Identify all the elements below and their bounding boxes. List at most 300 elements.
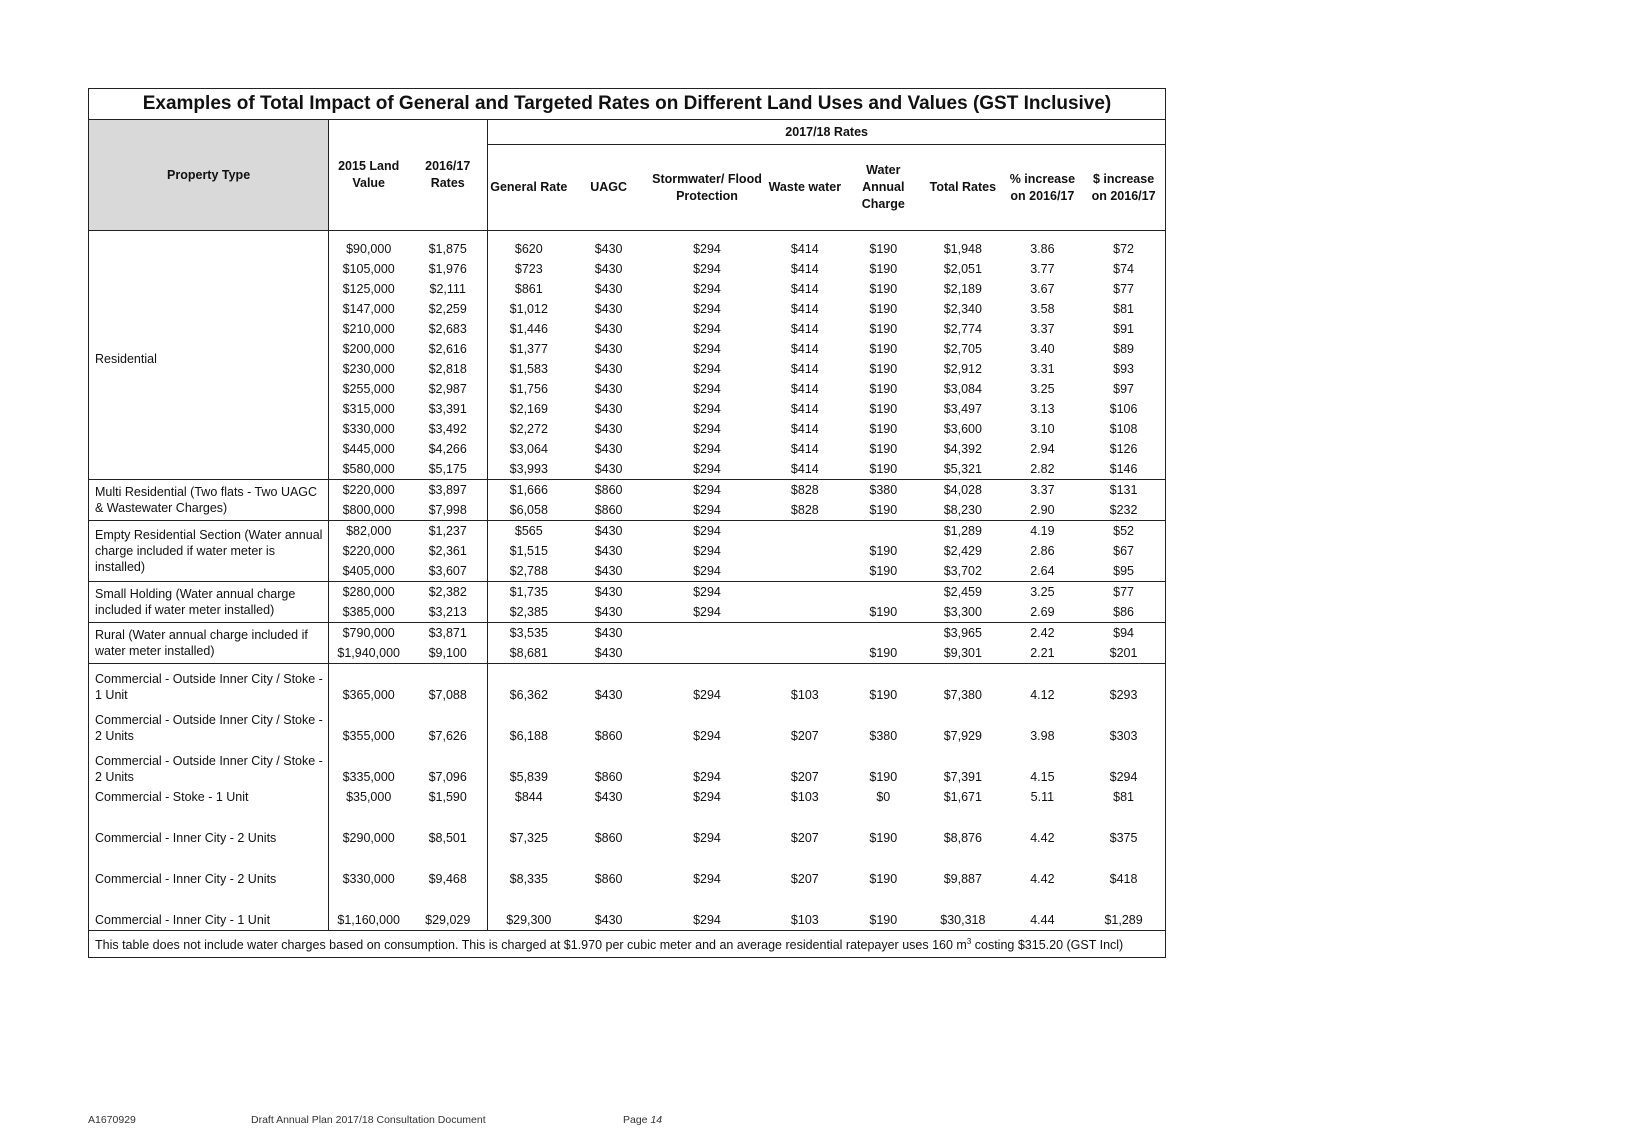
value-cell: $8,230 — [943, 503, 982, 517]
value-cell: $294 — [693, 442, 721, 456]
table-row — [89, 807, 1165, 848]
value-cell: $1,583 — [509, 362, 548, 376]
value-cell: $1,289 — [1104, 912, 1143, 927]
value-cell: $190 — [869, 503, 898, 517]
value-cell: $414 — [790, 362, 819, 376]
value-cell: $293 — [1082, 664, 1165, 705]
value-cell: $3,064 — [509, 442, 548, 456]
value-cell: $1,289 — [923, 521, 1003, 542]
value-cell: $2,382 — [408, 582, 488, 603]
value-cell: $77 — [1082, 582, 1165, 603]
footer-page-label: Page — [623, 1114, 648, 1126]
value-cell: $7,325 — [509, 830, 548, 845]
value-cell: $294 — [648, 582, 766, 603]
value-cell: $201 — [1109, 646, 1138, 660]
value-cell: $7,391 — [943, 769, 982, 784]
value-cell: $9,301 — [943, 646, 982, 660]
property-type-cell: Commercial - Inner City - 2 Units — [89, 848, 329, 889]
value-cell: $828 — [766, 480, 843, 501]
table-row — [89, 623, 1165, 644]
value-cell: $860 — [594, 503, 623, 517]
value-cell: $330,000 — [342, 871, 395, 886]
property-type-cell: Multi Residential (Two flats - Two UAGC & Wastewater Charges) — [89, 480, 329, 521]
value-cell: $414 — [790, 262, 819, 276]
value-cell: $126 — [1109, 442, 1138, 456]
value-cell: $3,391 — [408, 399, 488, 419]
value-cell: $190 — [869, 912, 898, 927]
value-cell: $131 — [1082, 480, 1165, 501]
value-cell: $190 — [844, 231, 924, 260]
table-row — [89, 705, 1165, 746]
value-cell: $294 — [1109, 769, 1138, 784]
header-wastewater: Waste water — [768, 180, 842, 194]
value-cell — [766, 521, 843, 542]
value-cell — [766, 582, 843, 603]
property-type-cell: Commercial - Outside Inner City / Stoke - 1 Unit — [89, 664, 329, 705]
value-cell: $430 — [594, 646, 623, 660]
value-cell: $2,272 — [509, 422, 548, 436]
value-cell: $430 — [569, 623, 647, 644]
value-cell: $790,000 — [329, 623, 409, 644]
table-row — [89, 848, 1165, 889]
value-cell: 3.31 — [1030, 362, 1055, 376]
property-type-cell: Rural (Water annual charge included if water meter installed) — [89, 623, 329, 664]
rates-table-frame — [88, 88, 1166, 958]
value-cell: 2.94 — [1030, 442, 1055, 456]
value-cell: $190 — [869, 362, 898, 376]
footer-page — [623, 1114, 662, 1126]
value-cell: $1,976 — [408, 259, 488, 279]
value-cell: 5.11 — [1030, 789, 1055, 804]
value-cell: $9,468 — [408, 848, 488, 889]
value-cell: $97 — [1113, 382, 1134, 396]
value-cell: $220,000 — [342, 544, 395, 558]
value-cell: $1,515 — [509, 544, 548, 558]
value-cell: $414 — [790, 322, 819, 336]
value-cell: 2.42 — [1003, 623, 1083, 644]
value-cell: $89 — [1113, 342, 1134, 356]
value-cell: $294 — [693, 262, 721, 276]
value-cell: $2,774 — [943, 322, 982, 336]
value-cell: $445,000 — [342, 442, 395, 456]
value-cell: 3.58 — [1030, 302, 1055, 316]
value-cell: $3,492 — [408, 419, 488, 439]
value-cell: 3.67 — [1030, 282, 1055, 296]
value-cell: 3.40 — [1030, 342, 1055, 356]
value-cell: $414 — [790, 402, 819, 416]
value-cell: $294 — [693, 871, 721, 886]
value-cell: $860 — [569, 480, 647, 501]
property-type-cell: Small Holding (Water annual charge included if water meter installed) — [89, 582, 329, 623]
value-cell: $723 — [514, 262, 543, 276]
value-cell: $294 — [693, 462, 721, 476]
value-cell: $2,987 — [408, 379, 488, 399]
value-cell: $190 — [869, 382, 898, 396]
value-cell: $414 — [790, 462, 819, 476]
value-cell: $860 — [594, 830, 623, 845]
value-cell: $430 — [594, 342, 623, 356]
value-cell: $1,735 — [488, 582, 570, 603]
value-cell: $294 — [693, 830, 721, 845]
value-cell: $430 — [594, 912, 623, 927]
value-cell: $190 — [869, 830, 898, 845]
value-cell: $0 — [876, 789, 891, 804]
table-row — [89, 480, 1165, 501]
value-cell: 3.86 — [1003, 231, 1083, 260]
header-total-rates: Total Rates — [929, 180, 997, 194]
value-cell: $294 — [693, 382, 721, 396]
header-2017-18-rates: 2017/18 Rates — [488, 120, 1165, 145]
property-type-cell: Residential — [89, 231, 329, 480]
value-cell: 3.13 — [1030, 402, 1055, 416]
value-cell: $6,362 — [488, 664, 570, 705]
value-cell: $108 — [1109, 422, 1138, 436]
value-cell: $580,000 — [342, 462, 395, 476]
value-cell: $430 — [569, 521, 647, 542]
value-cell: $2,912 — [943, 362, 982, 376]
value-cell: $7,929 — [943, 728, 982, 743]
value-cell: $190 — [869, 322, 898, 336]
value-cell: $3,871 — [408, 623, 488, 644]
value-cell: $190 — [869, 544, 898, 558]
value-cell: $81 — [1113, 302, 1134, 316]
value-cell: $1,875 — [408, 231, 488, 260]
value-cell: $190 — [869, 282, 898, 296]
value-cell: $103 — [790, 789, 819, 804]
value-cell: $7,626 — [408, 705, 488, 746]
value-cell: $9,887 — [943, 871, 982, 886]
value-cell: $2,361 — [408, 541, 488, 561]
value-cell: $1,948 — [923, 231, 1003, 260]
value-cell: $103 — [766, 664, 843, 705]
value-cell — [766, 541, 843, 561]
value-cell: $315,000 — [342, 402, 395, 416]
value-cell: $430 — [569, 231, 647, 260]
value-cell: $35,000 — [346, 789, 392, 804]
header-land-value: 2015 Land Value — [338, 159, 400, 190]
value-cell — [766, 623, 843, 644]
value-cell: $190 — [869, 646, 898, 660]
value-cell: $2,259 — [408, 299, 488, 319]
value-cell: $190 — [869, 462, 898, 476]
value-cell: $8,876 — [943, 830, 982, 845]
value-cell: $2,818 — [408, 359, 488, 379]
value-cell: $844 — [514, 789, 543, 804]
value-cell: $303 — [1109, 728, 1138, 743]
value-cell: $294 — [693, 789, 721, 804]
header-uagc: UAGC — [590, 180, 627, 194]
table-row — [89, 521, 1165, 542]
value-cell — [766, 602, 843, 623]
value-cell: 3.37 — [1003, 480, 1083, 501]
value-cell: 4.15 — [1030, 769, 1055, 784]
value-cell: $418 — [1109, 871, 1138, 886]
value-cell: $294 — [693, 422, 721, 436]
value-cell: $414 — [790, 442, 819, 456]
value-cell: 4.42 — [1030, 830, 1055, 845]
value-cell: $294 — [693, 912, 721, 927]
value-cell: $190 — [869, 402, 898, 416]
value-cell: 3.25 — [1030, 382, 1055, 396]
value-cell: $294 — [648, 231, 766, 260]
value-cell: $125,000 — [342, 282, 395, 296]
value-cell: $95 — [1113, 564, 1134, 578]
value-cell: 4.42 — [1030, 871, 1055, 886]
value-cell: $147,000 — [342, 302, 395, 316]
header-property-type: Property Type — [89, 120, 329, 231]
value-cell: $430 — [594, 362, 623, 376]
value-cell: $2,051 — [943, 262, 982, 276]
value-cell: 3.25 — [1003, 582, 1083, 603]
value-cell: $5,175 — [408, 459, 488, 480]
value-cell: $5,839 — [509, 769, 548, 784]
value-cell: $2,459 — [923, 582, 1003, 603]
value-cell: $1,671 — [943, 789, 982, 804]
value-cell: $2,683 — [408, 319, 488, 339]
value-cell: $103 — [790, 912, 819, 927]
value-cell: $294 — [648, 480, 766, 501]
value-cell: $294 — [693, 302, 721, 316]
header-general-rate: General Rate — [488, 145, 570, 231]
value-cell: $190 — [869, 262, 898, 276]
value-cell: $290,000 — [342, 830, 395, 845]
value-cell: $230,000 — [342, 362, 395, 376]
table-row — [89, 582, 1165, 603]
value-cell: $294 — [693, 544, 721, 558]
value-cell: $430 — [594, 282, 623, 296]
value-cell: $2,340 — [943, 302, 982, 316]
value-cell: $1,590 — [408, 787, 488, 807]
value-cell: $1,012 — [509, 302, 548, 316]
value-cell: $82,000 — [329, 521, 409, 542]
value-cell: $294 — [693, 282, 721, 296]
value-cell: $405,000 — [342, 564, 395, 578]
value-cell: $1,666 — [488, 480, 570, 501]
value-cell — [766, 561, 843, 582]
value-cell: $860 — [594, 769, 623, 784]
value-cell: $430 — [594, 322, 623, 336]
value-cell: $190 — [869, 605, 898, 619]
value-cell: 3.37 — [1030, 322, 1055, 336]
value-cell: $365,000 — [329, 664, 409, 705]
value-cell: $385,000 — [342, 605, 395, 619]
value-cell: 3.77 — [1030, 262, 1055, 276]
value-cell — [766, 643, 843, 664]
value-cell: $190 — [869, 302, 898, 316]
value-cell: $430 — [594, 402, 623, 416]
value-cell: $3,993 — [509, 462, 548, 476]
value-cell: $77 — [1113, 282, 1134, 296]
value-cell: $105,000 — [342, 262, 395, 276]
value-cell: 4.19 — [1003, 521, 1083, 542]
table-title: Examples of Total Impact of General and Targeted Rates on Different Land Uses and Values (GST Inclusive) — [89, 89, 1165, 120]
value-cell: $294 — [693, 402, 721, 416]
value-cell: $355,000 — [342, 728, 395, 743]
value-cell: $9,100 — [408, 643, 488, 664]
value-cell: $3,600 — [943, 422, 982, 436]
value-cell: $190 — [869, 422, 898, 436]
value-cell: $3,497 — [943, 402, 982, 416]
value-cell: $4,028 — [923, 480, 1003, 501]
value-cell — [648, 623, 766, 644]
value-cell: $190 — [869, 442, 898, 456]
value-cell: $414 — [790, 422, 819, 436]
value-cell: $294 — [693, 342, 721, 356]
value-cell: $2,385 — [509, 605, 548, 619]
value-cell: $220,000 — [329, 480, 409, 501]
header-pct-increase: % increase on 2016/17 — [1009, 171, 1076, 203]
footer-page-number: 14 — [650, 1114, 663, 1126]
value-cell: 3.98 — [1030, 728, 1055, 743]
value-cell: $2,111 — [408, 279, 488, 299]
value-cell: $430 — [594, 442, 623, 456]
value-cell: $232 — [1109, 503, 1138, 517]
value-cell: $430 — [594, 789, 623, 804]
value-cell: $8,681 — [509, 646, 548, 660]
value-cell: $2,788 — [509, 564, 548, 578]
value-cell: $90,000 — [329, 231, 409, 260]
value-cell: $7,096 — [408, 746, 488, 787]
value-cell: $294 — [693, 564, 721, 578]
value-cell: 3.10 — [1030, 422, 1055, 436]
value-cell: $335,000 — [342, 769, 395, 784]
header-rates-1617: 2016/17 Rates — [425, 159, 471, 190]
value-cell: $8,335 — [509, 871, 548, 886]
value-cell: $1,377 — [509, 342, 548, 356]
value-cell: $430 — [594, 422, 623, 436]
table-row — [89, 746, 1165, 787]
value-cell: $3,213 — [408, 602, 488, 623]
value-cell: $207 — [790, 728, 819, 743]
value-cell: $207 — [790, 871, 819, 886]
value-cell — [844, 582, 924, 603]
value-cell: $294 — [693, 728, 721, 743]
table-footnote — [89, 930, 1165, 957]
value-cell: $414 — [790, 282, 819, 296]
value-cell: 2.82 — [1030, 462, 1055, 476]
value-cell: $207 — [790, 830, 819, 845]
property-type-cell: Commercial - Inner City - 1 Unit — [89, 889, 329, 930]
footer-doc-title: Draft Annual Plan 2017/18 Consultation Document — [251, 1114, 486, 1126]
value-cell: $380 — [844, 480, 924, 501]
value-cell: $81 — [1113, 789, 1134, 804]
value-cell: $2,189 — [943, 282, 982, 296]
value-cell: $294 — [648, 664, 766, 705]
value-cell: $190 — [869, 769, 898, 784]
footnote-text-end: costing $315.20 (GST Incl) — [971, 937, 1124, 952]
value-cell: $1,160,000 — [337, 912, 400, 927]
value-cell — [844, 623, 924, 644]
value-cell: $860 — [594, 728, 623, 743]
value-cell: $2,616 — [408, 339, 488, 359]
header-water-charge: Water Annual Charge — [861, 163, 905, 211]
value-cell: $861 — [514, 282, 543, 296]
value-cell: $294 — [693, 503, 721, 517]
value-cell: $255,000 — [342, 382, 395, 396]
value-cell: $1,237 — [408, 521, 488, 542]
property-type-cell: Empty Residential Section (Water annual charge included if water meter is installed) — [89, 521, 329, 582]
value-cell: $3,702 — [943, 564, 982, 578]
value-cell: $800,000 — [342, 503, 395, 517]
value-cell — [648, 643, 766, 664]
value-cell: 2.90 — [1030, 503, 1055, 517]
table-row — [89, 787, 1165, 807]
value-cell: $146 — [1109, 462, 1138, 476]
value-cell: $430 — [594, 262, 623, 276]
value-cell: $52 — [1082, 521, 1165, 542]
value-cell: $106 — [1109, 402, 1138, 416]
footnote-superscript: 3 — [966, 936, 972, 946]
value-cell: $7,380 — [923, 664, 1003, 705]
value-cell: $190 — [869, 342, 898, 356]
value-cell: $210,000 — [342, 322, 395, 336]
value-cell: $67 — [1113, 544, 1134, 558]
value-cell: 4.12 — [1003, 664, 1083, 705]
header-stormwater: Stormwater/ Flood Protection — [652, 171, 762, 203]
value-cell: $4,266 — [408, 439, 488, 459]
value-cell: $5,321 — [943, 462, 982, 476]
value-cell: $30,318 — [940, 912, 986, 927]
value-cell: 2.86 — [1030, 544, 1055, 558]
value-cell: $380 — [869, 728, 898, 743]
value-cell: $414 — [790, 342, 819, 356]
value-cell: $1,756 — [509, 382, 548, 396]
value-cell: $6,058 — [509, 503, 548, 517]
value-cell: $430 — [594, 605, 623, 619]
value-cell: $190 — [844, 664, 924, 705]
value-cell: 4.44 — [1030, 912, 1055, 927]
value-cell: $430 — [594, 544, 623, 558]
value-cell: $74 — [1113, 262, 1134, 276]
value-cell: $7,998 — [408, 500, 488, 521]
value-cell: $375 — [1109, 830, 1138, 845]
value-cell: 2.64 — [1030, 564, 1055, 578]
property-type-cell: Commercial - Stoke - 1 Unit — [89, 787, 329, 807]
value-cell: $3,300 — [943, 605, 982, 619]
value-cell: $430 — [594, 382, 623, 396]
table-row — [89, 664, 1165, 705]
value-cell: $29,029 — [408, 889, 488, 930]
value-cell: 2.21 — [1030, 646, 1055, 660]
value-cell: $207 — [790, 769, 819, 784]
property-type-cell: Commercial - Inner City - 2 Units — [89, 807, 329, 848]
value-cell: $3,965 — [923, 623, 1003, 644]
property-type-cell: Commercial - Outside Inner City / Stoke - 2 Units — [89, 746, 329, 787]
rates-table — [89, 120, 1165, 930]
value-cell: $4,392 — [943, 442, 982, 456]
value-cell: $414 — [766, 231, 843, 260]
value-cell: $294 — [693, 605, 721, 619]
value-cell: $190 — [869, 564, 898, 578]
table-row — [89, 231, 1165, 260]
footer-doc-id: A1670929 — [88, 1114, 136, 1126]
value-cell: $294 — [693, 322, 721, 336]
value-cell: $72 — [1082, 231, 1165, 260]
value-cell: $414 — [790, 382, 819, 396]
value-cell: $29,300 — [506, 912, 552, 927]
value-cell: $414 — [790, 302, 819, 316]
value-cell: $430 — [569, 664, 647, 705]
value-cell: $294 — [693, 769, 721, 784]
value-cell: $190 — [869, 871, 898, 886]
value-cell: $2,429 — [943, 544, 982, 558]
value-cell: $200,000 — [342, 342, 395, 356]
value-cell: $430 — [594, 462, 623, 476]
property-type-cell: Commercial - Outside Inner City / Stoke - 2 Units — [89, 705, 329, 746]
value-cell: $2,705 — [943, 342, 982, 356]
value-cell: $620 — [488, 231, 570, 260]
value-cell: $330,000 — [342, 422, 395, 436]
